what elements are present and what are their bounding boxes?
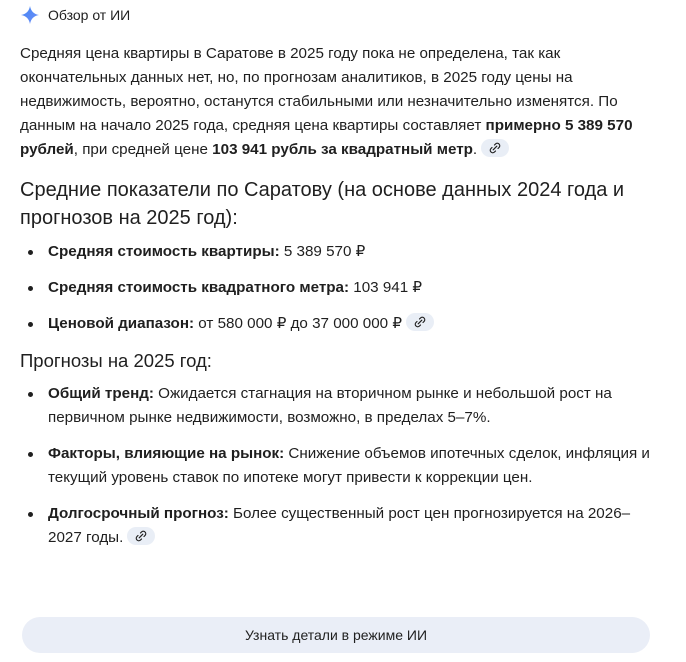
list-item-value: Более существенный рост цен прогнозируется на 2026–2027 годы. [48,505,631,546]
list-item [20,240,660,264]
source-link-chip[interactable] [406,313,434,331]
link-icon [414,316,426,328]
list-item-value: 103 941 ₽ [349,279,423,296]
link-icon [135,530,147,542]
intro-text-2: , при средней цене [73,141,213,158]
section-heading-averages: Средние показатели по Саратову (на основе данных 2024 года и прогнозов на 2025 год): [20,179,625,229]
ai-overview-title: Обзор от ИИ [48,7,131,23]
list-item-label: Средняя стоимость квадратного метра: [48,279,350,296]
list-item-label: Средняя стоимость квартиры: [48,243,280,260]
list-item-value: Снижение объемов ипотечных сделок, инфляция и текущий уровень ставок по ипотеке могут привести к коррекции цен. [48,445,650,486]
gemini-sparkle-icon [20,5,40,25]
list-item-value: от 580 000 ₽ до 37 000 000 ₽ [194,315,402,332]
list-item [20,276,660,300]
list-item [20,312,660,336]
ai-overview-content [20,42,660,562]
source-link-chip[interactable] [481,139,509,157]
intro-text-3: . [472,141,478,158]
ai-mode-details-button[interactable]: Узнать детали в режиме ИИ [22,617,650,653]
intro-price-bold: примерно 5 389 570 рублей [20,117,633,158]
list-item-label: Долгосрочный прогноз: [48,505,229,522]
source-link-chip[interactable] [127,527,155,545]
ai-overview-header [20,4,130,26]
list-item [20,382,660,430]
list-item-label: Общий тренд: [48,385,154,402]
list-item-value: Ожидается стагнация на вторичном рынке и небольшой рост на первичном рынке недвижимости, возможно, в пределах 5–7%. [48,385,612,426]
intro-text-1: Средняя цена квартиры в Саратове в 2025 году пока не определена, так как окончательных данных нет, но, по прогнозам аналитиков, в 2025 году цены на недвижимость, вероятно, останутся стабильными или незначительно изменятся. По данным на начало 2025 года, средняя цена квартиры составляет [20,45,618,134]
intro-sqm-bold: 103 941 рубль за квадратный метр [212,141,473,158]
list-item [20,442,660,490]
list-item [20,502,660,550]
list-item-label: Ценовой диапазон: [48,315,195,332]
list-item-label: Факторы, влияющие на рынок: [48,445,285,462]
section-heading-forecasts: Прогнозы на 2025 год: [20,350,212,371]
link-icon [489,142,501,154]
list-item-value: 5 389 570 ₽ [279,243,366,260]
intro-paragraph [20,42,660,162]
forecasts-list [20,382,660,550]
averages-list [20,240,660,336]
